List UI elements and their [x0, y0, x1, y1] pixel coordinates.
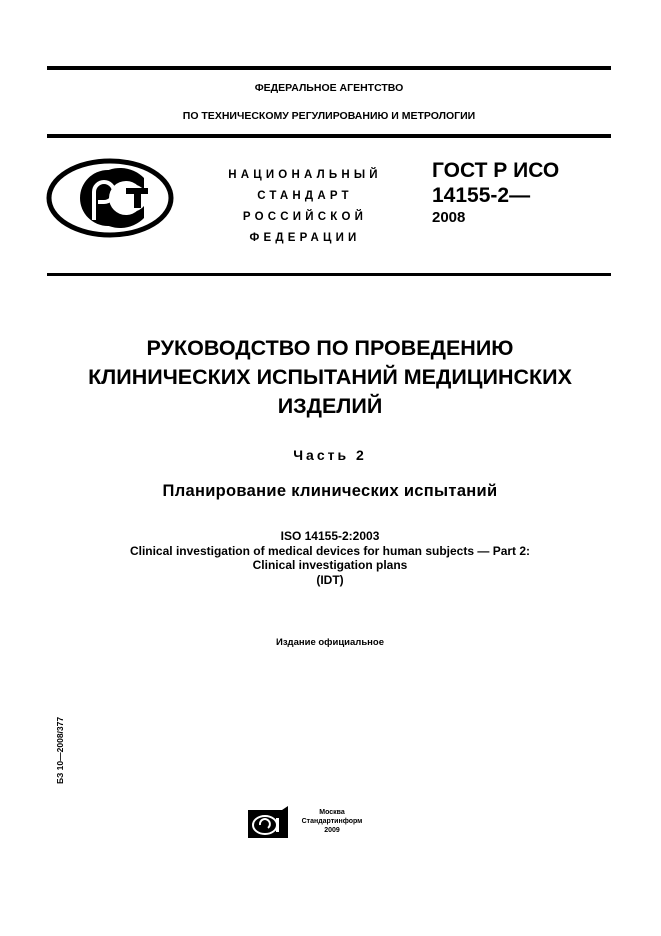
standartinform-logo-icon [246, 806, 290, 838]
agency-line-1: ФЕДЕРАЛЬНОЕ АГЕНТСТВО [254, 82, 404, 94]
rst-logo-icon [46, 158, 174, 238]
national-line-2: СТАНДАРТ [257, 190, 353, 202]
title-line-2: КЛИНИЧЕСКИХ ИСПЫТАНИЙ МЕДИЦИНСКИХ [88, 365, 572, 389]
iso-degree: (IDT) [316, 572, 344, 587]
national-line-3: РОССИЙСКОЙ [242, 211, 368, 223]
iso-reference [40, 529, 620, 587]
gost-line-2: 14155-2— [432, 184, 531, 207]
national-line-1: НАЦИОНАЛЬНЫЙ [228, 169, 382, 181]
header-rule [47, 134, 611, 138]
national-standard-label [205, 165, 405, 249]
part-label: Часть 2 [293, 447, 367, 463]
publisher-name: Стандартинформ [301, 818, 363, 825]
iso-title-line-2: Clinical investigation plans [252, 558, 408, 572]
document-subtitle: Планирование клинических испытаний [162, 482, 498, 500]
edition-label: Издание официальное [276, 637, 384, 648]
iso-title-line-1: Clinical investigation of medical devices for human subjects — Part 2: [129, 543, 531, 558]
publisher-city: Москва [319, 809, 345, 816]
document-title [40, 334, 620, 421]
gost-line-1: ГОСТ Р ИСО [432, 159, 560, 182]
standard-rule [47, 273, 611, 276]
top-rule [47, 66, 611, 70]
title-line-1: РУКОВОДСТВО ПО ПРОВЕДЕНИЮ [146, 336, 514, 360]
iso-number: ISO 14155-2:2003 [280, 529, 380, 543]
publisher-year: 2009 [324, 827, 340, 834]
title-line-3: ИЗДЕЛИЙ [277, 394, 383, 418]
side-code: БЗ 10—2008/377 [55, 716, 65, 784]
national-line-4: ФЕДЕРАЦИИ [249, 232, 361, 244]
publisher-info [292, 808, 372, 835]
gost-designation [432, 158, 559, 228]
gost-year: 2008 [432, 209, 466, 226]
agency-line-2: ПО ТЕХНИЧЕСКОМУ РЕГУЛИРОВАНИЮ И МЕТРОЛОГИИ [182, 110, 476, 122]
